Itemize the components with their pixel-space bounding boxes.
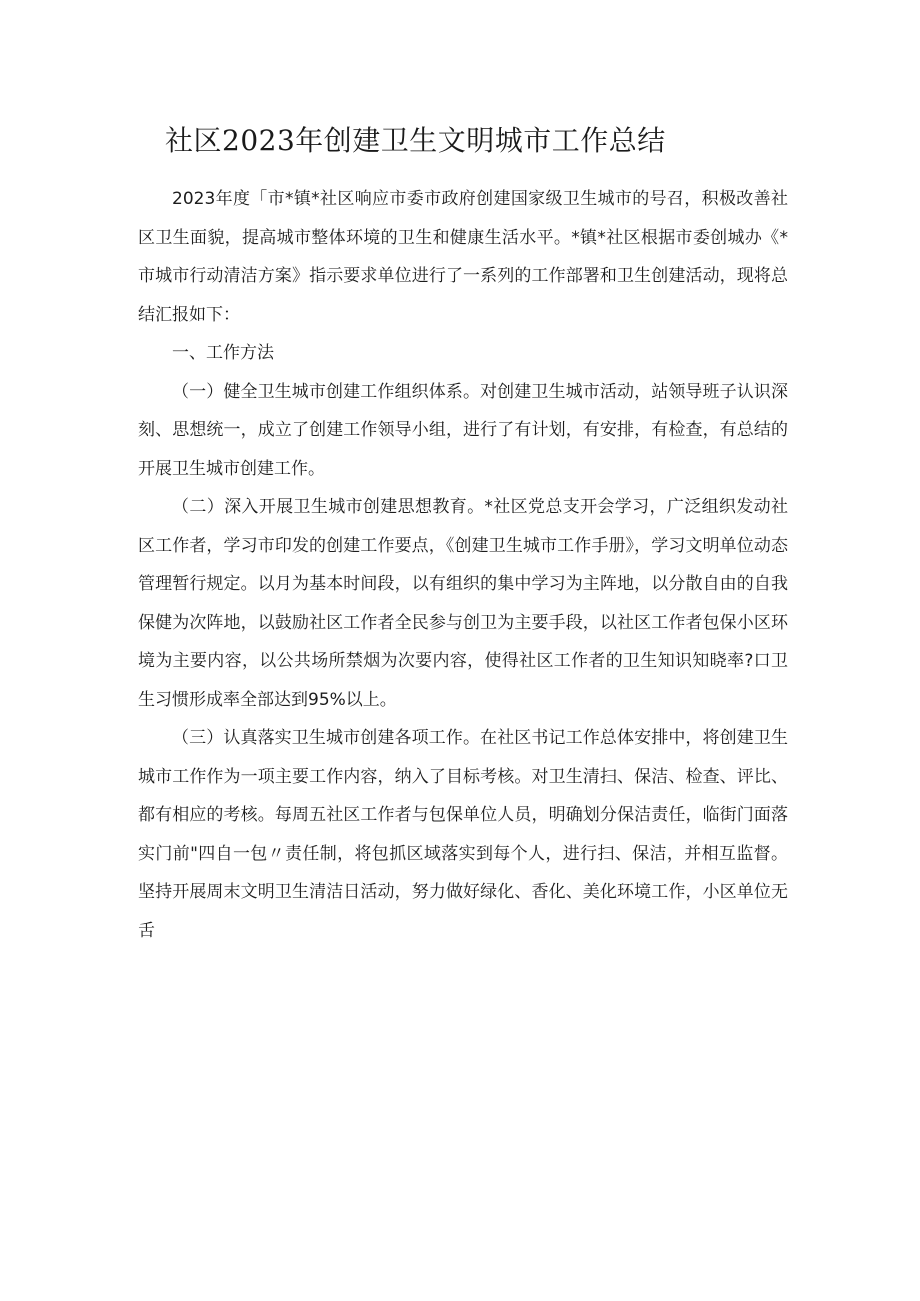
intro-paragraph: 2023年度「市*镇*社区响应市委市政府创建国家级卫生城市的号召，积极改善社区卫生面貌，提高城市整体环境的卫生和健康生活水平。*镇*社区根据市委创城办《*市城市行动清洁方案》指示要求单位进行了一系列的工作部署和卫生创建活动，现将总结汇报如下： — [138, 189, 788, 325]
item-paragraph-2: （二）深入开展卫生城市创建思想教育。*社区党总支开会学习，广泛组织发动社区工作者，学习市印发的创建工作要点，《创建卫生城市工作手册》，学习文明单位动态管理暂行规定。以月为基本时间段，以有组织的集中学习为主阵地，以分散自由的自我保健为次阵地，以鼓励社区工作者全民参与创卫为主要手段，以社区工作者包保小区环境为主要内容，以公共场所禁烟为次要内容，使得社区工作者的卫生知识知晓率?口卫生习惯形成率全部达到95%以上。 — [138, 497, 788, 710]
document-body — [138, 180, 788, 950]
document-title: 社区2023年创建卫生文明城市工作总结 — [165, 124, 666, 157]
item-paragraph-3: （三）认真落实卫生城市创建各项工作。在社区书记工作总体安排中，将创建卫生城市工作作为一项主要工作内容，纳入了目标考核。对卫生清扫、保洁、检查、评比、都有相应的考核。每周五社区工作者与包保单位人员，明确划分保洁责任，临街门面落实门前"四自一包〃责任制，将包抓区域落实到每个人，进行扫、保洁，并相互监督。坚持开展周末文明卫生清洁日活动，努力做好绿化、香化、美化环境工作，小区单位无舌 — [138, 728, 788, 941]
section-heading-work-methods: 一、工作方法 — [172, 343, 274, 363]
item-paragraph-1: （一）健全卫生城市创建工作组织体系。对创建卫生城市活动，站领导班子认识深刻、思想统一，成立了创建工作领导小组，进行了有计划，有安排，有检查，有总结的开展卫生城市创建工作。 — [138, 381, 788, 479]
